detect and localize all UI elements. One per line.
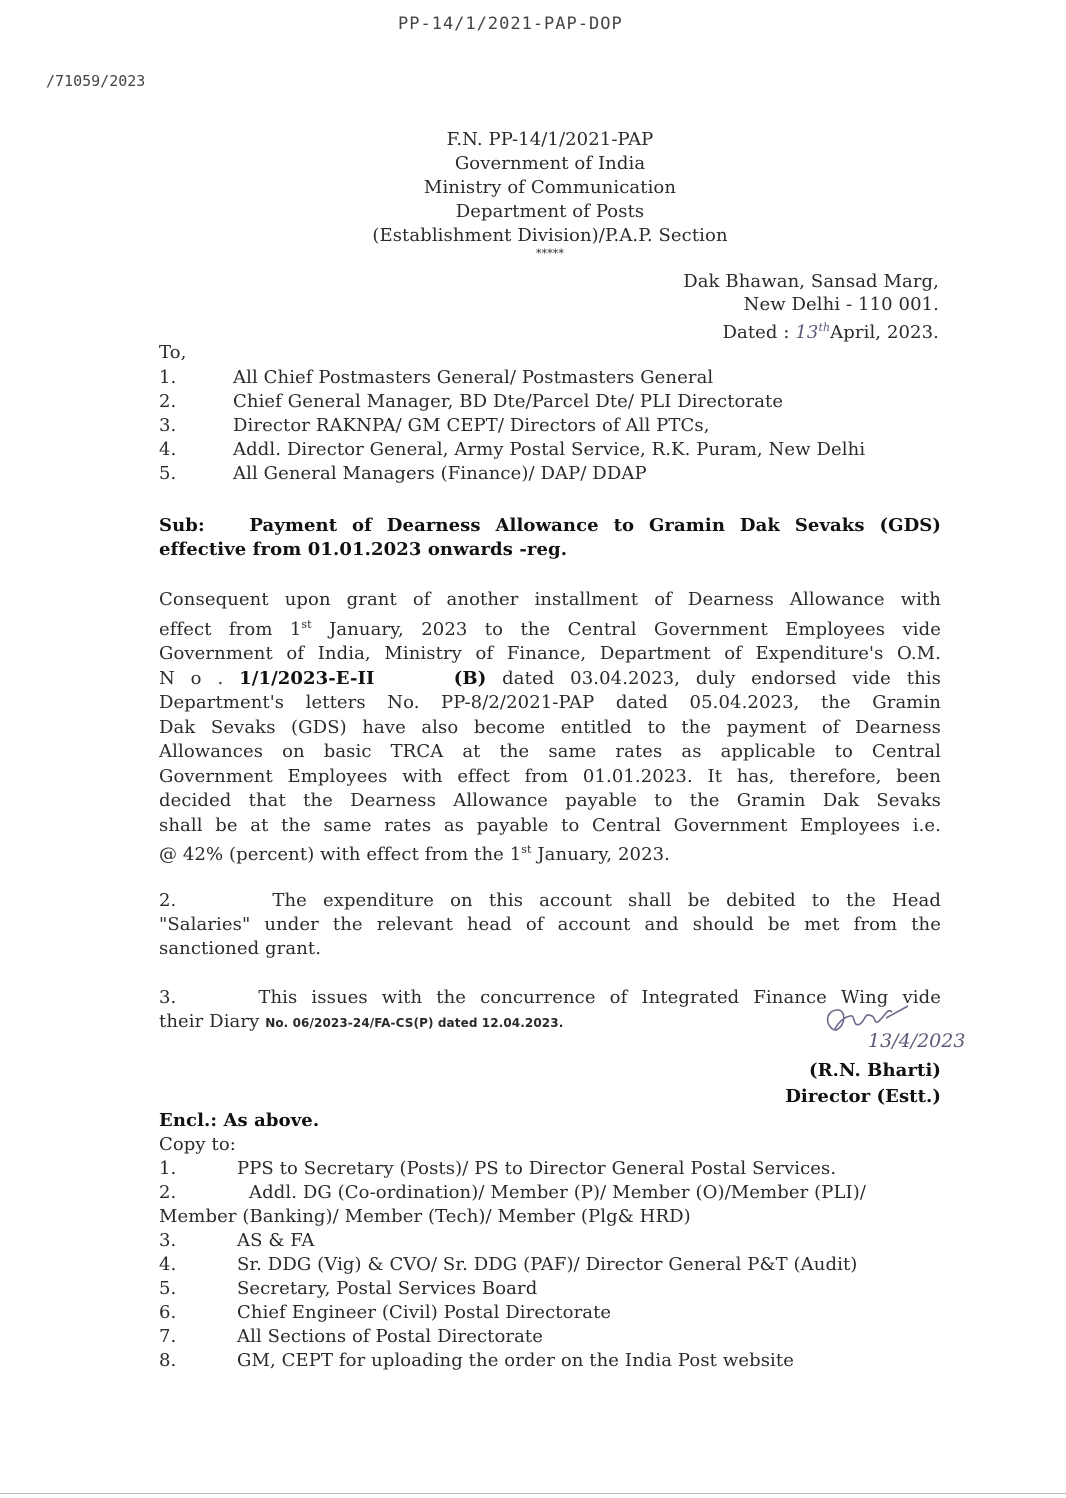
signatory-name: (R.N. Bharti): [809, 1060, 941, 1081]
list-item: 2. Addl. DG (Co-ordination)/ Member (P)/ Member (O)/Member (PLI)/: [159, 1182, 867, 1203]
subject: Sub: Payment of Dearness Allowance to Gramin Dak Sevaks (GDS) effective from 01.01.2023 onwards -reg.: [159, 515, 941, 560]
top-file-reference: PP-14/1/2021-PAP-DOP: [398, 14, 623, 34]
list-item: 3. AS & FA: [159, 1230, 315, 1251]
addressee-label: To,: [159, 342, 187, 363]
paragraph-3: 3. This issues with the concurrence of Integrated Finance Wing vide their Diary No. 06/2023-24/FA-CS(P) dated 12.04.2023.: [159, 987, 941, 1032]
address-block: [683, 270, 939, 344]
list-item: 4. Sr. DDG (Vig) & CVO/ Sr. DDG (PAF)/ Director General P&T (Audit): [159, 1254, 858, 1275]
file-number: F.N. PP-14/1/2021-PAP: [446, 129, 654, 150]
list-item: 4. Addl. Director General, Army Postal Service, R.K. Puram, New Delhi: [159, 439, 866, 460]
copy-to-label: Copy to:: [159, 1134, 236, 1155]
diary-number: /71059/2023: [46, 72, 146, 90]
letterhead-government: Government of India: [454, 153, 646, 174]
list-item: Member (Banking)/ Member (Tech)/ Member (Plg& HRD): [159, 1206, 691, 1227]
copy-to-list: [159, 1157, 866, 1373]
list-item: 5. All General Managers (Finance)/ DAP/ DDAP: [159, 463, 647, 484]
list-item: 7. All Sections of Postal Directorate: [159, 1326, 544, 1347]
address-line-2: New Delhi - 110 001.: [743, 294, 939, 315]
letterhead-ministry: Ministry of Communication: [423, 177, 677, 198]
letterhead: [300, 128, 800, 260]
letterhead-stars: *****: [536, 247, 564, 260]
enclosure: Encl.: As above.: [159, 1110, 320, 1131]
list-item: 3. Director RAKNPA/ GM CEPT/ Directors of All PTCs,: [159, 415, 710, 436]
letterhead-department: Department of Posts: [455, 201, 645, 222]
paragraph-2: 2. The expenditure on this account shall be debited to the Head "Salaries" under the relevant head of account and should be met from the sanctioned grant.: [159, 890, 941, 959]
list-item: 8. GM, CEPT for uploading the order on the India Post website: [159, 1350, 794, 1371]
list-item: 1. All Chief Postmasters General/ Postmasters General: [159, 367, 714, 388]
list-item: 2. Chief General Manager, BD Dte/Parcel Dte/ PLI Directorate: [159, 391, 784, 412]
list-item: 1. PPS to Secretary (Posts)/ PS to Director General Postal Services.: [159, 1158, 837, 1179]
diary-reference: No. 06/2023-24/FA-CS(P) dated 12.04.2023.: [265, 1016, 564, 1030]
paragraph-1: Consequent upon grant of another installment of Dearness Allowance with effect from 1st January, 2023 to the Central Government Employees vide Government of India, Ministry of Finance, Department of Expenditure's O.M. N o . 1/1/2023-E-II (B) dated 03.04.2023, duly endorsed vide this Department's letters No. PP-8/2/2021-PAP dated 05.04.2023, the Gramin Dak Sevaks (GDS) have also become entitled to the payment of Dearness Allowances on basic TRCA at the same rates as applicable to Central Government Employees with effect from 01.01.2023. It has, therefore, been decided that the Dearness Allowance payable to the Gramin Dak Sevaks shall be at the same rates as payable to Central Government Employees i.e. @ 42% (percent) with effect from the 1st January, 2023.: [159, 589, 941, 865]
addressee-list: [159, 366, 865, 486]
signature-block: [785, 1058, 941, 1110]
list-item: 5. Secretary, Postal Services Board: [159, 1278, 538, 1299]
letterhead-section: (Establishment Division)/P.A.P. Section: [372, 225, 728, 246]
scan-edge: [0, 1493, 1066, 1494]
signature-date: 13/4/2023: [868, 1030, 966, 1052]
letter-date: Dated : 13thApril, 2023.: [722, 321, 939, 343]
address-line-1: Dak Bhawan, Sansad Marg,: [683, 271, 939, 292]
signatory-designation: Director (Estt.): [785, 1086, 941, 1107]
subject-label: Sub:: [159, 515, 205, 536]
list-item: 6. Chief Engineer (Civil) Postal Directorate: [159, 1302, 612, 1323]
